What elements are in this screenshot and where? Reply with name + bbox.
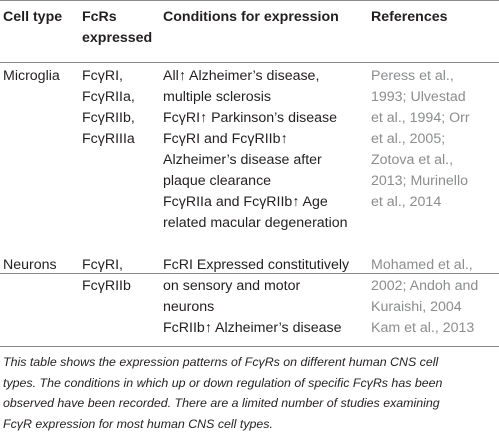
header-cell-type: Cell type bbox=[3, 9, 63, 25]
table-top-rule bbox=[0, 0, 499, 1]
row-neurons-fcrs: FcγRI, FcγRIIb bbox=[82, 257, 131, 294]
table-caption: This table shows the expression patterns of FcγRs on different human CNS cell types. The conditions in which up or down regulation of specific FcγRs has been observed have been recorded. There are a limited number of studies examining FcγR expression for most human CNS cell types. bbox=[3, 355, 443, 431]
row-microglia-references: Peress et al., 1993; Ulvestad et al., 1994; Orr et al., 2005; Zotova et al., 2013; Murinello et al., 2014 bbox=[371, 68, 470, 210]
row-microglia-fcrs: FcγRI, FcγRIIa, FcγRIIb, FcγRIIIa bbox=[82, 68, 135, 147]
header-fcrs-expressed: FcRs expressed bbox=[82, 9, 153, 46]
row-neurons-conditions: FcRI Expressed constitutively on sensory and motor neurons FcRIIb↑ Alzheimer’s disease bbox=[163, 257, 350, 336]
table-bottom-rule bbox=[0, 346, 499, 347]
row-microglia-conditions: All↑ Alzheimer’s disease, multiple sclerosis FcγRI↑ Parkinson’s disease FcγRI and FcγRIIb↑ Alzheimer’s disease after plaque clearance FcγRIIa and FcγRIIb↑ Age related macular degeneration bbox=[163, 68, 348, 231]
row-neurons-cell-type: Neurons bbox=[3, 257, 57, 273]
row-neurons-references: Mohamed et al., 2002; Andoh and Kuraishi, 2004 Kam et al., 2013 bbox=[371, 257, 479, 336]
table-header-rule bbox=[0, 62, 499, 63]
header-conditions: Conditions for expression bbox=[163, 9, 339, 25]
row-microglia-cell-type: Microglia bbox=[3, 68, 60, 84]
header-references: References bbox=[371, 9, 448, 25]
